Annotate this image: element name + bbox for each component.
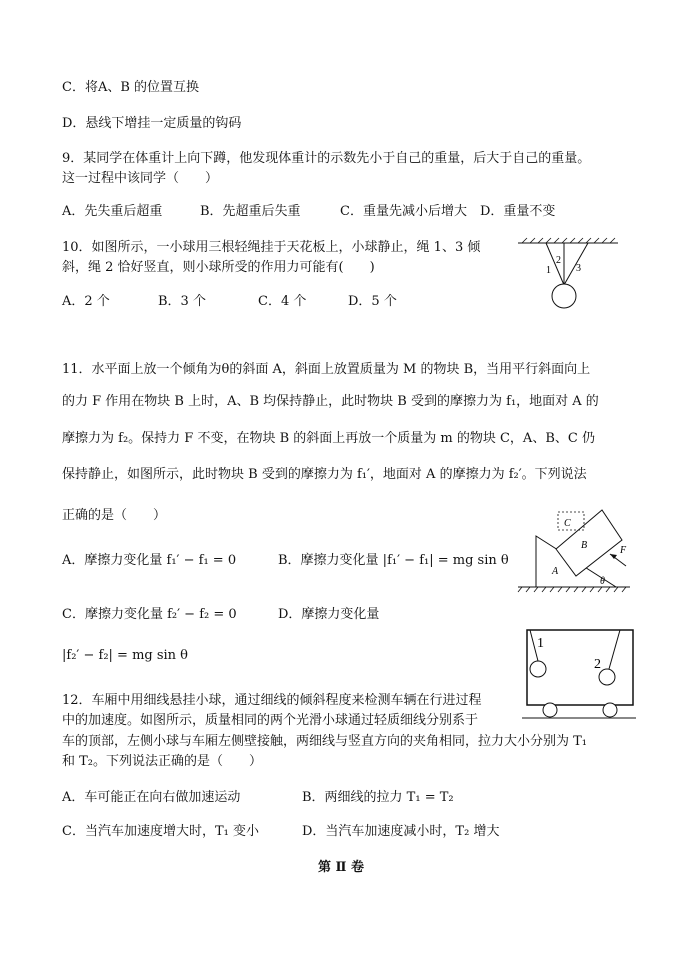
q9-stem-line-1: 9．某同学在体重计上向下蹲，他发现体重计的示数先小于自己的重量，后大于自己的重量。 [62, 151, 591, 166]
label-c: C [564, 518, 571, 529]
q9-option-b: B．先超重后失重 [200, 204, 301, 219]
q11-incline-figure [518, 506, 630, 594]
q9-stem-line-2: 这一过程中该同学（ ） [62, 171, 219, 186]
q9-option-c: C．重量先减小后增大 [340, 204, 467, 219]
rope-1-label: 1 [546, 265, 551, 276]
q12-stem-line-4: 和 T₂。下列说法正确的是（ ） [62, 754, 263, 769]
q9-option-d: D．重量不变 [480, 204, 556, 219]
rope-1 [546, 243, 564, 285]
q12-option-b: B．两细线的拉力 T₁ = T₂ [302, 790, 454, 805]
label-theta: θ [600, 576, 605, 587]
label-1: 1 [537, 636, 544, 651]
ball [552, 284, 576, 308]
rope-2-label: 2 [556, 255, 561, 266]
q12-car-figure [518, 626, 638, 720]
q10-hanging-ball-figure [516, 236, 620, 316]
q8-option-c: C．将A、B 的位置互换 [62, 80, 200, 95]
q11-option-a: A．摩擦力变化量 f₁′ − f₁ = 0 [62, 553, 237, 568]
q9-option-a: A．先失重后超重 [62, 204, 163, 219]
q10-option-a: A．2 个 [62, 294, 110, 309]
q11-stem-line-1: 11．水平面上放一个倾角为θ的斜面 A，斜面上放置质量为 M 的物块 B，当用平行斜面向上 [62, 362, 591, 377]
q12-option-c: C．当汽车加速度增大时，T₁ 变小 [62, 824, 259, 839]
q10-stem-line-1: 10．如图所示，一小球用三根轻绳挂于天花板上，小球静止，绳 1、3 倾 [62, 240, 481, 255]
q10-option-d: D．5 个 [348, 294, 397, 309]
q12-stem-line-3: 车的顶部，左侧小球与车厢左侧壁接触，两细线与竖直方向的夹角相同，拉力大小分别为 T₁ [62, 734, 588, 749]
q11-stem-line-4: 保持静止，如图所示，此时物块 B 受到的摩擦力为 f₁′，地面对 A 的摩擦力为 f₂′。下列说法 [62, 467, 587, 482]
block-c [558, 512, 584, 530]
ball-1 [530, 661, 546, 677]
q11-stem-line-3: 摩擦力为 f₂。保持力 F 不变，在物块 B 的斜面上再放一个质量为 m 的物块 C，A、B、C 仍 [62, 431, 595, 446]
label-a: A [552, 566, 559, 577]
q11-option-c: C．摩擦力变化量 f₂′ − f₂ = 0 [62, 607, 237, 622]
q11-option-d-line-2: |f₂′ − f₂| = mg sin θ [62, 648, 189, 663]
q11-stem-line-2: 的力 F 作用在物块 B 上时，A、B 均保持静止，此时物块 B 受到的摩擦力为 f₁，地面对 A 的 [62, 394, 599, 409]
wheel-left [543, 703, 557, 717]
q12-option-a: A．车可能正在向右做加速运动 [62, 790, 241, 805]
q8-option-d: D．悬线下增挂一定质量的钩码 [62, 116, 242, 131]
q12-option-d: D．当汽车加速度减小时，T₂ 增大 [302, 824, 500, 839]
q10-option-c: C．4 个 [258, 294, 307, 309]
q11-stem-line-5: 正确的是（ ） [62, 508, 167, 523]
q11-option-b: B．摩擦力变化量 |f₁′ − f₁| = mg sin θ [278, 553, 509, 568]
label-2: 2 [594, 657, 601, 672]
ball-2 [599, 669, 615, 685]
label-f: F [620, 545, 627, 556]
q12-stem-line-2: 中的加速度。如图所示，质量相同的两个光滑小球通过轻质细线分别系于 [62, 713, 479, 728]
rope-3-label: 3 [576, 263, 581, 274]
wheel-right [603, 703, 617, 717]
q12-stem-line-1: 12．车厢中用细线悬挂小球，通过细线的倾斜程度来检测车辆在行进过程 [62, 693, 482, 708]
q11-option-d-line-1: D．摩擦力变化量 [278, 607, 380, 622]
label-b: B [581, 540, 588, 551]
q10-option-b: B．3 个 [158, 294, 206, 309]
section-title: 第 Ⅱ 卷 [318, 860, 365, 875]
q10-stem-line-2: 斜，绳 2 恰好竖直，则小球所受的作用力可能有( ) [62, 260, 375, 275]
